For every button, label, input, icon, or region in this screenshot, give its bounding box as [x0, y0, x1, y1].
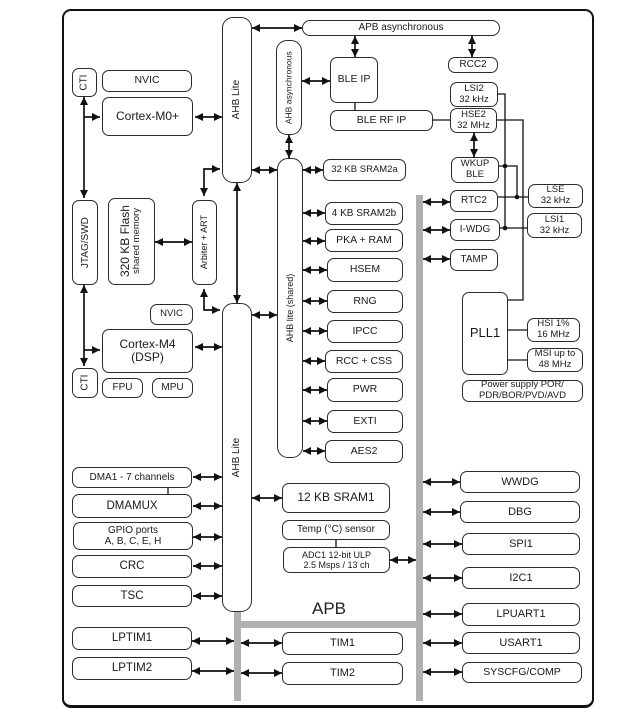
block-flash: 320 KB Flash shared memory — [108, 198, 155, 285]
block-cti-bottom: CTI — [72, 368, 98, 398]
block-nvic-m4: NVIC — [150, 304, 193, 325]
block-tsc: TSC — [72, 585, 192, 607]
block-temp-sensor: Temp (°C) sensor — [282, 520, 390, 540]
block-cti-top: CTI — [72, 68, 97, 97]
conn-ahb1-arbiter — [204, 169, 220, 196]
block-rcc-css: RCC + CSS — [325, 350, 403, 373]
block-nvic-top: NVIC — [102, 70, 192, 92]
block-lptim1: LPTIM1 — [72, 627, 192, 650]
block-arbiter-art: Arbiter + ART — [192, 200, 217, 285]
bus-ahb-lite-1: AHB Lite — [222, 17, 252, 183]
block-sram1: 12 KB SRAM1 — [282, 483, 390, 513]
bus-apb-asynchronous: APB asynchronous — [302, 20, 500, 36]
block-hsi: HSI 1% 16 MHz — [527, 318, 580, 342]
block-usart1: USART1 — [462, 632, 580, 654]
block-crc: CRC — [72, 555, 192, 578]
block-spi1: SPI1 — [462, 533, 580, 555]
block-sram2b: 4 KB SRAM2b — [325, 202, 403, 225]
block-hsem: HSEM — [327, 258, 403, 282]
wire-hse2-pll1 — [497, 120, 523, 300]
block-exti: EXTI — [327, 410, 403, 433]
block-mpu: MPU — [152, 378, 193, 398]
block-rtc2: RTC2 — [450, 190, 498, 212]
block-gpio: GPIO ports A, B, C, E, H — [73, 522, 193, 550]
block-tim1: TIM1 — [282, 632, 403, 655]
junction-dot — [503, 164, 508, 169]
block-fpu: FPU — [102, 378, 143, 398]
block-iwdg: I-WDG — [450, 219, 500, 241]
block-power-supply: Power supply POR/ PDR/BOR/PVD/AVD — [462, 380, 583, 402]
block-pka-ram: PKA + RAM — [325, 229, 403, 252]
block-lptim2: LPTIM2 — [72, 657, 192, 680]
block-msi: MSI up to 48 MHz — [527, 348, 583, 372]
block-ble-rf-ip: BLE RF IP — [330, 110, 433, 131]
wire-wkup-down — [499, 166, 517, 197]
block-lsi1: LSI1 32 kHz — [527, 213, 582, 238]
block-jtag-swd: JTAG/SWD — [72, 200, 98, 285]
block-i2c1: I2C1 — [462, 567, 580, 589]
block-pwr: PWR — [327, 378, 403, 402]
bus-ahb-asynchronous: AHB asynchronous — [276, 40, 302, 135]
block-lpuart1: LPUART1 — [462, 603, 580, 626]
block-aes2: AES2 — [325, 440, 403, 463]
block-hse2: HSE2 32 MHz — [450, 108, 497, 133]
block-lsi2: LSI2 32 kHz — [450, 82, 498, 107]
block-adc1: ADC1 12-bit ULP 2.5 Msps / 13 ch — [283, 547, 390, 573]
block-tim2: TIM2 — [282, 662, 403, 685]
block-ipcc: IPCC — [327, 320, 403, 343]
junction-dot — [515, 195, 520, 200]
block-pll1: PLL1 — [462, 292, 508, 375]
block-lse: LSE 32 kHz — [528, 184, 583, 208]
bus-ahb-lite-shared: AHB lite (shared) — [277, 158, 303, 458]
conn-arbiter-ahb2 — [204, 289, 220, 310]
apb-bus-label: APB — [311, 599, 347, 618]
block-dmamux: DMAMUX — [72, 494, 192, 518]
block-wkup-ble: WKUP BLE — [451, 157, 499, 183]
block-cortex-m4: Cortex-M4 (DSP) — [102, 329, 193, 373]
block-syscfg-comp: SYSCFG/COMP — [462, 662, 582, 683]
block-sram2a: 32 KB SRAM2a — [323, 159, 406, 181]
block-tamp: TAMP — [450, 249, 498, 271]
block-rcc2: RCC2 — [448, 57, 498, 73]
block-dbg: DBG — [460, 501, 580, 523]
block-cortex-m0: Cortex-M0+ — [102, 97, 193, 136]
block-ble-ip: BLE IP — [330, 57, 378, 103]
block-rng: RNG — [327, 290, 403, 313]
junction-dot — [503, 226, 508, 231]
bus-ahb-lite-2: AHB Lite — [222, 303, 252, 612]
block-dma1: DMA1 - 7 channels — [72, 467, 192, 488]
block-wwdg: WWDG — [460, 471, 580, 493]
